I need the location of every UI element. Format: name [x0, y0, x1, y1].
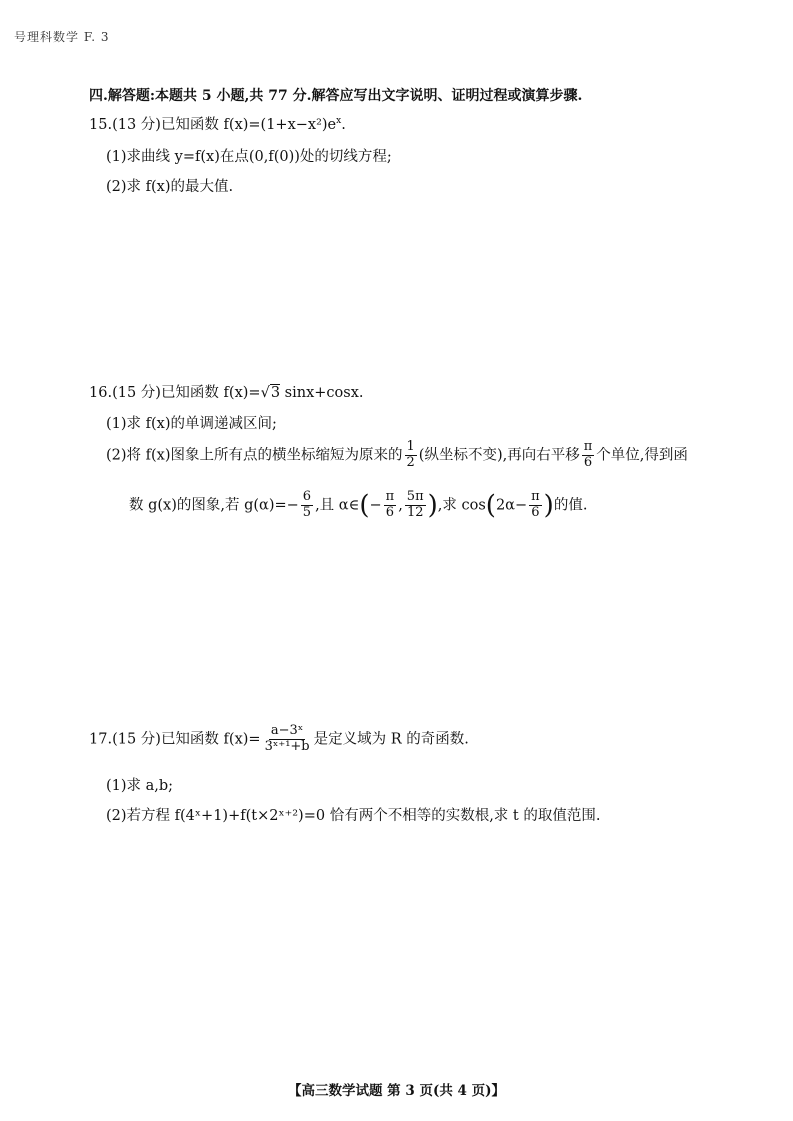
interval-close-paren: ) [427, 490, 438, 521]
q17-number: 17. [89, 731, 113, 748]
q16-frac-int1-num: π [385, 489, 395, 504]
q16-interval-comma: , [398, 497, 403, 514]
q16-frac-int2-den: 12 [406, 504, 424, 520]
header-scribble: 号理科数学 F. 3 [14, 30, 110, 44]
q15-formula-sup: x [336, 116, 342, 127]
interval-open-paren: ( [359, 490, 370, 521]
section-heading: 四.解答题:本题共 5 小题,共 77 分.解答应写出文字说明、证明过程或演算步骤. [89, 88, 583, 104]
q17-stem-text: 已知函数 f(x)= [160, 731, 261, 748]
q16-frac-65-num: 6 [302, 489, 312, 504]
q15-part2: (2)求 f(x)的最大值. [106, 179, 234, 195]
q16-cos-inner: 2α− [495, 497, 528, 514]
q16-part2-line1 [106, 440, 688, 471]
q17-stem [89, 724, 469, 755]
q16-frac-half-num: 1 [406, 439, 415, 454]
q16-frac-cos-den: 6 [531, 504, 540, 520]
q17-frac [263, 724, 312, 755]
q16-frac-int1-den: 6 [385, 504, 395, 520]
q16-frac-half-den: 2 [406, 454, 415, 470]
q16-part2-b: (纵坐标不变),再向右平移 [418, 447, 580, 464]
q16-line2-a: 数 g(x)的图象,若 g(α)=− [129, 497, 299, 514]
q16-line2-c: ,求 cos [437, 497, 486, 514]
q16-part2-a: (2)将 f(x)图象上所有点的横坐标缩短为原来的 [106, 447, 403, 464]
q15-score: (13 分) [112, 117, 161, 133]
cos-open-paren: ( [485, 490, 496, 521]
q16-stem: 16.(15 分)已知函数 f(x)=√3 sinx+cosx. [89, 385, 364, 401]
q16-frac-pi6-den: 6 [583, 454, 593, 470]
q16-frac-cos [529, 490, 542, 521]
q16-frac-int2 [405, 490, 426, 521]
q17-part1: (1)求 a,b; [106, 778, 174, 794]
q16-interval-sign: − [369, 497, 382, 514]
q16-frac-pi6 [582, 440, 595, 471]
q15-part1: (1)求曲线 y=f(x)在点(0,f(0))处的切线方程; [106, 149, 392, 165]
q16-sqrt: 3 [270, 385, 281, 401]
q16-frac-half [405, 440, 417, 471]
q16-frac-int1 [384, 490, 397, 521]
q17-frac-num: a−3ˣ [270, 723, 304, 738]
q16-frac-int2-num: 5π [406, 489, 424, 504]
q17-frac-den: 3ˣ⁺¹+b [264, 738, 310, 754]
q15-stem-end: . [341, 117, 346, 133]
q16-frac-65 [301, 490, 313, 521]
cos-close-paren: ) [543, 490, 554, 521]
q15-number: 15. [89, 117, 113, 133]
q16-frac-pi6-num: π [583, 439, 593, 454]
q17-score: (15 分) [112, 731, 161, 748]
q16-part2-line2 [129, 490, 587, 521]
q16-score: (15 分) [112, 385, 161, 401]
q16-frac-cos-num: π [531, 489, 540, 504]
q16-frac-65-den: 5 [302, 504, 312, 520]
q16-line2-d: 的值. [553, 497, 588, 514]
q17-part2: (2)若方程 f(4ˣ+1)+f(t×2ˣ⁺²)=0 恰有两个不相等的实数根,求 t 的取值范围. [106, 808, 601, 824]
q16-line2-b: ,且 α∈ [315, 497, 360, 514]
q16-stem-rest: sinx+cosx. [284, 385, 364, 401]
q15-stem-text: 已知函数 [160, 117, 224, 133]
q16-part2-c: 个单位,得到函 [596, 447, 688, 464]
q17-stem-end: 是定义域为 R 的奇函数. [313, 731, 469, 748]
q15-formula: f(x)=(1+x−x²)e [223, 117, 337, 133]
q16-number: 16. [89, 385, 113, 401]
q15-stem [89, 113, 346, 134]
q16-part1: (1)求 f(x)的单调递减区间; [106, 416, 277, 432]
q16-stem-text: 已知函数 f(x)= [160, 385, 261, 401]
page-footer: 【高三数学试题 第 3 页(共 4 页)】 [287, 1083, 506, 1099]
